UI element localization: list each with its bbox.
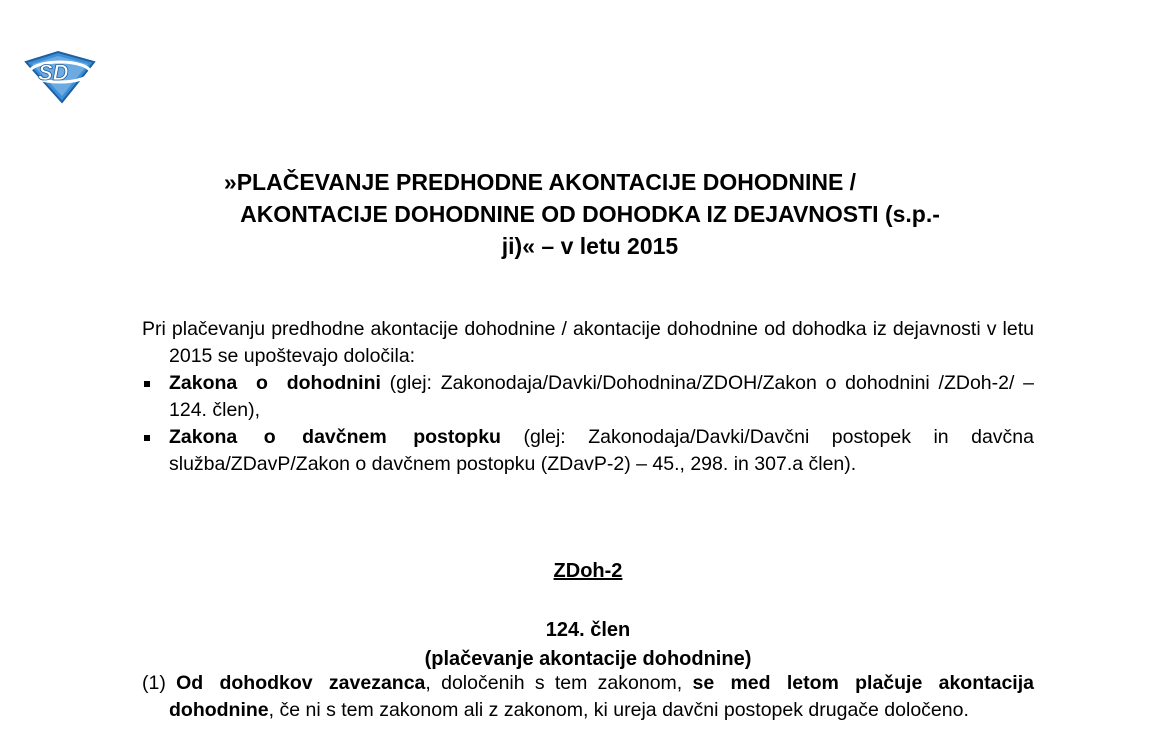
- article-number: 124. člen: [545, 619, 631, 641]
- bullet-item: [142, 370, 1034, 424]
- clause-text-1: , določenih s tem zakonom,: [425, 672, 693, 694]
- bullet-bold: Zakona o dohodnini: [169, 372, 381, 394]
- bullet-text: (glej: Zakonodaja/Davki/Davčni postopek in davčna služba/ZDavP/Zakon o davčnem postopku (ZDavP-2) – 45., 298. in 307.a člen).: [169, 426, 1034, 475]
- clause-1: [142, 670, 1034, 724]
- intro-block: [142, 316, 1034, 478]
- bullet-marker: [142, 370, 169, 397]
- bullet-text: (glej: Zakonodaja/Davki/Dohodnina/ZDOH/Zakon o dohodnini /ZDoh-2/ – 124. člen),: [169, 372, 1034, 421]
- clause-bold-1: Od dohodkov zavezanca: [176, 672, 426, 694]
- title-line-2: AKONTACIJE DOHODNINE OD DOHODKA IZ DEJAVNOSTI (s.p.-: [240, 201, 940, 227]
- bullet-bold: Zakona o davčnem postopku: [169, 426, 501, 448]
- clause-bold-2: se med letom plačuje akontacija dohodnine: [169, 672, 1034, 721]
- title-line-1: »PLAČEVANJE PREDHODNE AKONTACIJE DOHODNINE /: [223, 169, 857, 195]
- section-heading: ZDoh-2: [553, 560, 623, 582]
- article-header: [142, 616, 1034, 674]
- bullet-item: [142, 424, 1034, 478]
- article-subtitle: (plačevanje akontacije dohodnine): [424, 648, 752, 670]
- bullet-marker: [142, 424, 169, 451]
- intro-paragraph: Pri plačevanju predhodne akontacije dohodnine / akontacije dohodnine od dohodka iz dejavnosti v letu 2015 se upoštevajo določila:: [142, 318, 1034, 367]
- logo-text: SD: [38, 60, 69, 85]
- clause-number: (1): [142, 672, 166, 694]
- document-title: [160, 166, 1020, 262]
- clause-text-2: , če ni s tem zakonom ali z zakonom, ki ureja davčni postopek drugače določeno.: [268, 699, 969, 721]
- title-line-3: ji)« – v letu 2015: [501, 233, 679, 259]
- sd-shield-logo-icon: [22, 48, 98, 106]
- logo: [22, 48, 98, 106]
